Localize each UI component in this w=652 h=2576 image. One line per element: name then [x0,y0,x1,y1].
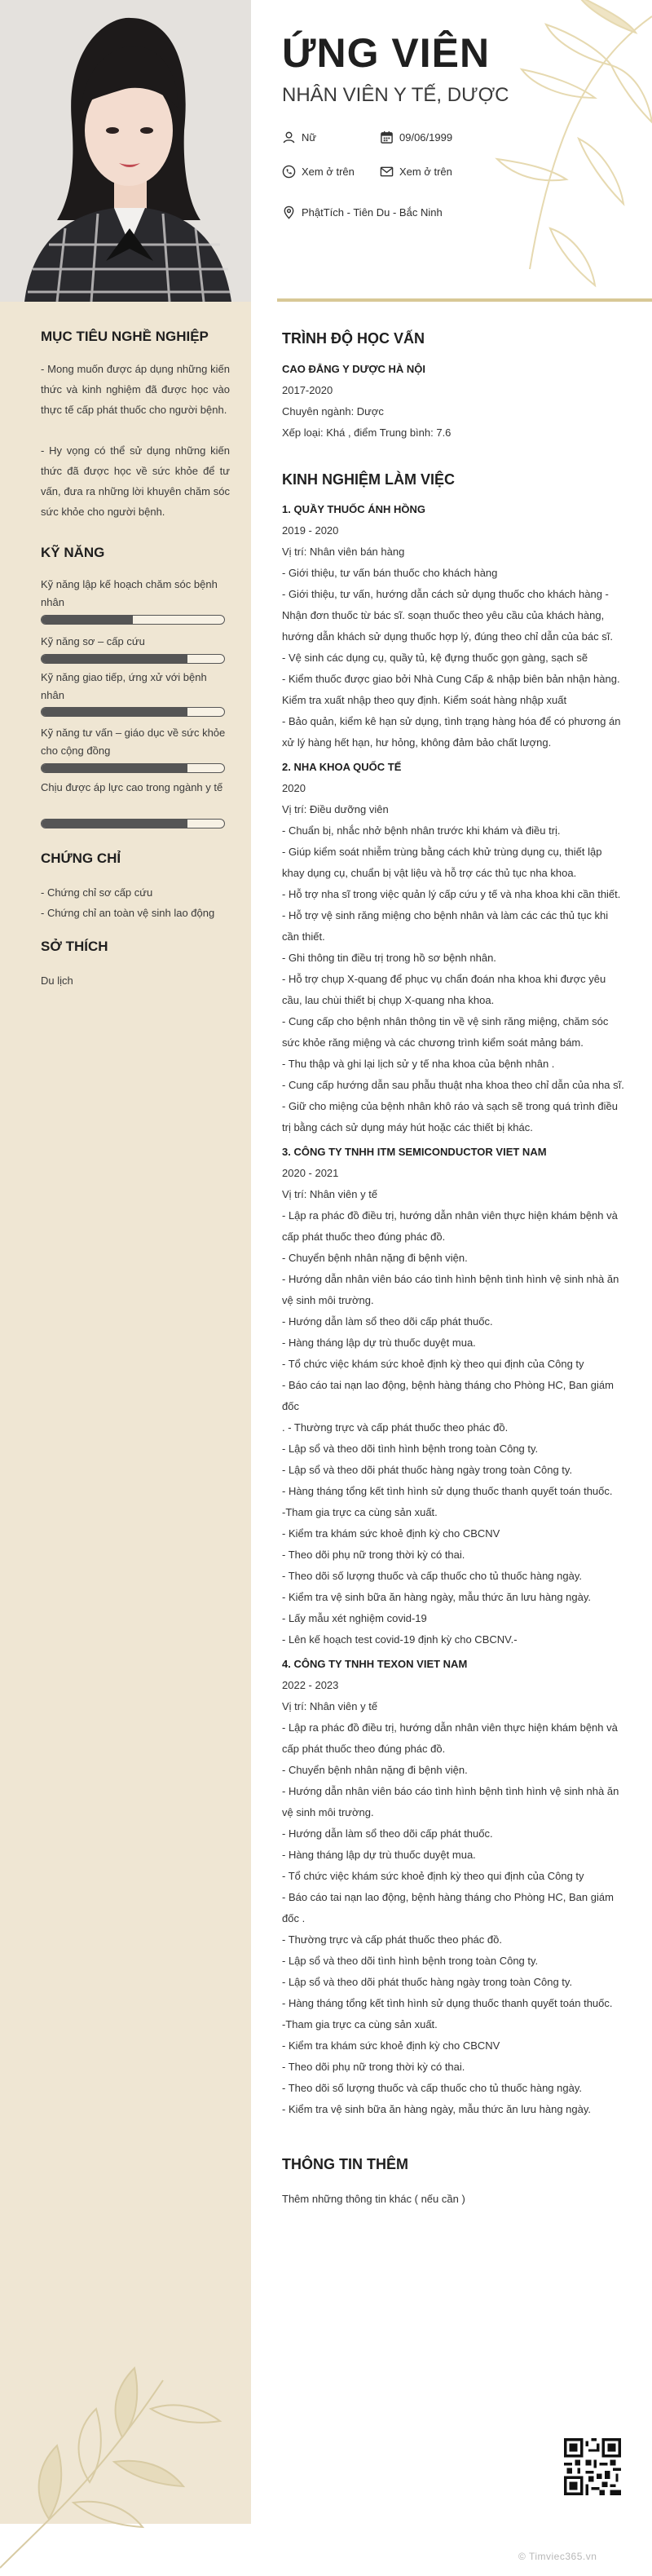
address-field [282,205,443,219]
job-duty-line: - Bảo quản, kiểm kê hạn sử dụng, tình trạng hàng hóa để có phương án xử lý hàng hết hạn, hư hỏng, không đảm bảo chất lượng. [282,715,621,749]
address-value: PhậtTích - Tiên Du - Bắc Ninh [302,206,443,219]
additional-title: THÔNG TIN THÊM [282,2156,408,2172]
candidate-role: NHÂN VIÊN Y TẾ, DƯỢC [282,84,509,106]
skill-bar [41,707,225,717]
objective-paragraph-2: - Hy vọng có thể sử dụng những kiến thức đã được học về sức khỏe để tư vấn, đưa ra những lời khuyên chăm sóc sức khỏe cho người bệnh. [41,444,230,518]
certificate-item: - Chứng chỉ sơ cấp cứu [41,886,153,899]
skill-bar-fill [42,708,187,716]
job-duty-line: - Giới thiệu, tư vấn, hướng dẫn cách sử dụng thuốc cho khách hàng - Nhận đơn thuốc từ bác sĩ. soạn thuốc theo yêu cầu của khách hàng, hướng dẫn khách sử dụng thuốc hợp lý, đúng theo chỉ dẫn của bác sĩ. [282,588,613,643]
job-duty-line: - Chuyển bệnh nhân nặng đi bệnh viện. [282,1764,468,1776]
email-icon [380,165,394,179]
skill-bar-fill [42,764,187,772]
job-duty-line: - Giúp kiểm soát nhiễm trùng bằng cách khử trùng dụng cụ, thiết lập khay dụng cụ, chuẩn bị vật liệu và hỗ trợ các thủ tục nha khoa. [282,846,602,879]
phone-field [282,165,355,179]
job-entry [282,757,624,1138]
education-major: Chuyên ngành: Dược [282,405,384,418]
job-years: 2020 [282,782,306,794]
candidate-name: ỨNG VIÊN [282,30,491,76]
job-duty-line: - Theo dõi số lượng thuốc và cấp thuốc cho tủ thuốc hàng ngày. [282,2082,582,2094]
skill-bar [41,654,225,664]
job-duty-line: - Hướng dẫn nhân viên báo cáo tình hình bệnh tình hình vệ sinh nhà ăn vệ sinh môi trường. [282,1273,619,1306]
job-duty-line: Vị trí: Điều dưỡng viên [282,803,389,815]
leaf-decoration-sidebar [0,2331,251,2576]
watermark: © Timviec365.vn [518,2551,597,2562]
job-duty-line: -Tham gia trực ca cùng sản xuất. [282,1506,438,1518]
certificate-item: - Chứng chỉ an toàn vệ sinh lao động [41,907,215,919]
skill-bar-fill [42,655,187,663]
education-grade: Xếp loại: Khá , điểm Trung bình: 7.6 [282,426,452,439]
job-duty-line: Vị trí: Nhân viên y tế [282,1700,378,1712]
job-duty-line: - Thường trực và cấp phát thuốc theo phác đồ. [282,1933,502,1946]
job-duty-line: - Giới thiệu, tư vấn bán thuốc cho khách hàng [282,567,498,579]
job-duty-line: - Theo dõi phụ nữ trong thời kỳ có thai. [282,2061,465,2073]
job-duty-line: - Tổ chức việc khám sức khoẻ định kỳ theo qui định của Công ty [282,1870,584,1882]
job-duty-line: - Lập sổ và theo dõi tình hình bệnh trong toàn Công ty. [282,1443,539,1455]
qr-code-image [564,2438,621,2495]
job-duty-line: - Hỗ trợ nha sĩ trong việc quản lý cấp cứu y tế và nha khoa khi cần thiết. [282,888,621,900]
job-duty-line: - Vệ sinh các dụng cụ, quầy tủ, kệ đựng thuốc gọn gàng, sạch sẽ [282,652,588,664]
skill-bar [41,819,225,828]
objective-paragraph-1: - Mong muốn được áp dụng những kiến thức và kinh nghiệm đã được học vào thực tế cấp phát thuốc cho người bệnh. [41,363,230,416]
job-duty-line: - Hàng tháng tổng kết tình hình sử dụng thuốc thanh quyết toán thuốc. [282,1997,613,2009]
job-duty-line: - Hàng tháng lập dự trù thuốc duyệt mua. [282,1849,476,1861]
objective-title: MỤC TIÊU NGHỀ NGHIỆP [41,329,209,344]
job-duty-line: - Hướng dẫn nhân viên báo cáo tình hình bệnh tình hình vệ sinh nhà ăn vệ sinh môi trường. [282,1785,619,1818]
skill-label: Kỹ năng giao tiếp, ứng xử với bệnh nhân [41,671,207,701]
job-duty-line: - Kiểm tra vệ sinh bữa ăn hàng ngày, mẫu thức ăn lưu hàng ngày. [282,2103,592,2115]
job-company: 2. NHA KHOA QUỐC TẾ [282,761,402,773]
job-duty-line: Vị trí: Nhân viên bán hàng [282,546,405,558]
birthday-field [380,130,452,144]
header-divider [277,298,652,302]
job-duty-line: - Kiểm tra vệ sinh bữa ăn hàng ngày, mẫu thức ăn lưu hàng ngày. [282,1591,592,1603]
job-duty-line: - Hàng tháng lập dự trù thuốc duyệt mua. [282,1337,476,1349]
job-duty-line: - Báo cáo tai nạn lao động, bệnh hàng tháng cho Phòng HC, Ban giám đốc . [282,1891,614,1924]
skill-label: Chịu được áp lực cao trong ngành y tế [41,781,223,793]
job-duty-line: - Báo cáo tai nạn lao động, bệnh hàng tháng cho Phòng HC, Ban giám đốc [282,1379,614,1412]
job-duty-line: Vị trí: Nhân viên y tế [282,1188,378,1200]
job-entry [282,1142,624,1650]
experience-list [282,499,624,2123]
job-duty-line: - Chuẩn bị, nhắc nhở bệnh nhân trước khi khám và điều trị. [282,824,561,837]
job-duty-line: - Theo dõi phụ nữ trong thời kỳ có thai. [282,1549,465,1561]
job-duty-line: - Theo dõi số lượng thuốc và cấp thuốc cho tủ thuốc hàng ngày. [282,1570,582,1582]
job-company: 1. QUẦY THUỐC ÁNH HỒNG [282,503,425,515]
job-duty-line: - Chuyển bệnh nhân nặng đi bệnh viện. [282,1252,468,1264]
skill-label: Kỹ năng lập kế hoạch chăm sóc bệnh nhân [41,578,218,608]
job-duty-line: - Kiểm thuốc được giao bởi Nhà Cung Cấp & nhập biên bản nhận hàng. Kiểm tra xuất nhập theo quy định. Kiểm soát hàng nhập xuất [282,673,620,706]
job-duty-line: - Lập ra phác đồ điều trị, hướng dẫn nhân viên thực hiện khám bệnh và cấp phát thuốc theo đúng phác đồ. [282,1721,618,1755]
profile-photo [0,0,251,302]
skill-bar-fill [42,616,133,624]
skill-label: Kỹ năng tư vấn – giáo dục về sức khỏe cho cộng đồng [41,727,226,757]
job-duty-line: - Lập sổ và theo dõi phát thuốc hàng ngày trong toàn Công ty. [282,1464,573,1476]
job-duty-line: . - Thường trực và cấp phát thuốc theo phác đồ. [282,1421,509,1434]
job-duty-line: - Lập sổ và theo dõi phát thuốc hàng ngày trong toàn Công ty. [282,1976,573,1988]
job-entry [282,1654,624,2120]
job-duty-line: - Ghi thông tin điều trị trong hồ sơ bệnh nhân. [282,952,496,964]
job-years: 2019 - 2020 [282,524,339,537]
hobbies-title: SỞ THÍCH [41,939,108,954]
job-duty-line: - Hỗ trợ vệ sinh răng miệng cho bệnh nhân và làm các các thủ tục khi cần thiết. [282,909,609,943]
phone-icon [282,165,296,179]
job-company: 3. CÔNG TY TNHH ITM SEMICONDUCTOR VIET NAM [282,1146,547,1158]
email-field [380,165,452,179]
job-duty-line: - Kiểm tra khám sức khoẻ định kỳ cho CBCNV [282,2039,500,2052]
job-duty-line: - Hướng dẫn làm sổ theo dõi cấp phát thuốc. [282,1827,493,1840]
job-duty-line: - Giữ cho miệng của bệnh nhân khô ráo và sạch sẽ trong quá trình điều trị bằng cách sử dụng máy hút hoặc các thiết bị khác. [282,1100,618,1133]
job-duty-line: -Tham gia trực ca cùng sản xuất. [282,2018,438,2030]
job-company: 4. CÔNG TY TNHH TEXON VIET NAM [282,1658,468,1670]
job-entry [282,499,624,753]
job-duty-line: - Lập sổ và theo dõi tình hình bệnh trong toàn Công ty. [282,1955,539,1967]
gender-value: Nữ [302,131,317,144]
skill-bar-fill [42,820,187,828]
certificates-title: CHỨNG CHỈ [41,851,121,866]
birthday-value: 09/06/1999 [399,131,453,144]
education-title: TRÌNH ĐỘ HỌC VẤN [282,330,425,347]
job-duty-line: - Tổ chức việc khám sức khoẻ định kỳ theo qui định của Công ty [282,1358,584,1370]
email-value: Xem ở trên [399,166,452,178]
job-duty-line: - Lập ra phác đồ điều trị, hướng dẫn nhân viên thực hiện khám bệnh và cấp phát thuốc theo đúng phác đồ. [282,1209,618,1243]
skill-bar [41,763,225,773]
gender-field [282,130,316,144]
phone-value: Xem ở trên [302,166,355,178]
job-duty-line: - Lên kế hoạch test covid-19 định kỳ cho CBCNV.- [282,1633,518,1646]
job-duty-line: - Thu thập và ghi lại lịch sử y tế nha khoa của bệnh nhân . [282,1058,555,1070]
additional-text: Thêm những thông tin khác ( nếu cần ) [282,2193,465,2205]
experience-title: KINH NGHIỆM LÀM VIỆC [282,471,456,488]
education-block [282,359,624,444]
job-years: 2020 - 2021 [282,1167,339,1179]
location-pin-icon [282,205,296,219]
skill-label: Kỹ năng sơ – cấp cứu [41,635,145,647]
job-duty-line: - Hỗ trợ chụp X-quang để phục vụ chẩn đoán nha khoa khi được yêu cầu, lau chùi thiết bị chụp X-quang nha khoa. [282,973,606,1006]
hobbies-text: Du lịch [41,974,73,987]
candidate-portrait [0,0,251,302]
education-years: 2017-2020 [282,384,333,396]
job-duty-line: - Lấy mẫu xét nghiệm covid-19 [282,1612,427,1624]
education-school: CAO ĐẲNG Y DƯỢC HÀ NỘI [282,363,425,375]
skills-title: KỸ NĂNG [41,545,105,560]
job-duty-line: - Hàng tháng tổng kết tình hình sử dụng thuốc thanh quyết toán thuốc. [282,1485,613,1497]
job-duty-line: - Cung cấp hướng dẫn sau phẫu thuật nha khoa theo chỉ dẫn của nha sĩ. [282,1079,624,1091]
job-duty-line: - Kiểm tra khám sức khoẻ định kỳ cho CBCNV [282,1527,500,1540]
job-duty-line: - Hướng dẫn làm sổ theo dõi cấp phát thuốc. [282,1315,493,1328]
job-duty-line: - Cung cấp cho bệnh nhân thông tin về vệ sinh răng miệng, chăm sóc sức khỏe răng miệng và các chương trình kiểm soát mảng bám. [282,1015,609,1049]
gender-icon [282,130,296,144]
calendar-icon [380,130,394,144]
skill-bar [41,615,225,625]
job-years: 2022 - 2023 [282,1679,339,1691]
